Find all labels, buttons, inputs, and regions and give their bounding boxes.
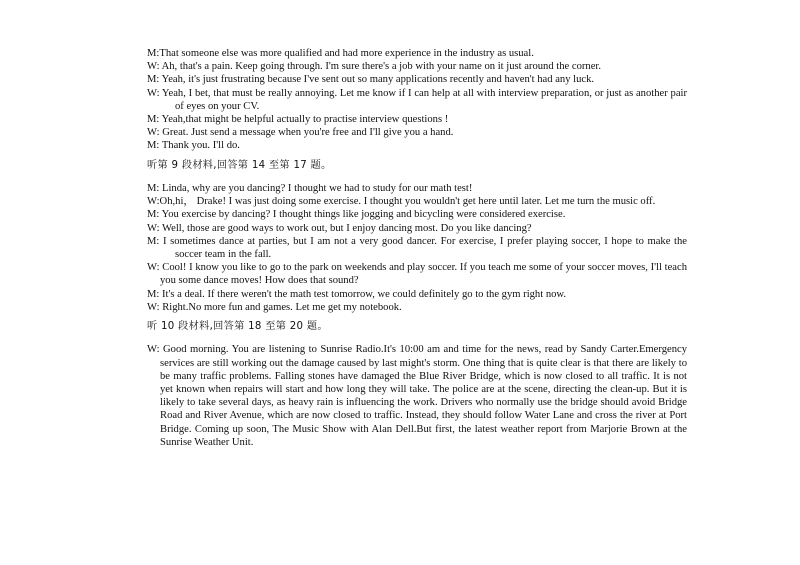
dialogue-line: M:That someone else was more qualified and had more experience in the industry as usual. <box>147 48 534 59</box>
dialogue-line: W:Oh,hi， Drake! I was just doing some exercise. I thought you wouldn't get here until later. Let me turn the music off. <box>147 196 656 208</box>
dialogue-line: M: You exercise by dancing? I thought things like jogging and bicycling were considered exercise. <box>147 209 566 221</box>
section-9-heading: 听第 9 段材料,回答第 14 至第 17 题。 <box>147 159 332 171</box>
dialogue-line: M: Thank you. I'll do. <box>147 140 240 152</box>
section-10-heading: 听 10 段材料,回答第 18 至第 20 题。 <box>147 321 328 333</box>
dialogue-line: M: It's a deal. If there weren't the math test tomorrow, we could definitely go to the gym right now. <box>147 288 567 300</box>
dialogue-line: W: Ah, that's a pain. Keep going through. I'm sure there's a job with your name on it just around the corner. <box>147 61 601 73</box>
dialogue-line: M: I sometimes dance at parties, but I am not a very good dancer. For exercise, I prefer playing soccer, I hope to make the soccer team in the fall. <box>147 235 687 261</box>
dialogue-line: W: Cool! I know you like to go to the park on weekends and play soccer. If you teach me some of your soccer moves, I'll teach you some dance moves! How does that sound? <box>147 262 687 287</box>
dialogue-line: W: Well, those are good ways to work out, but I enjoy dancing most. Do you like dancing? <box>147 222 532 234</box>
transcript-page <box>147 47 687 449</box>
monologue-paragraph: W: Good morning. You are listening to Sunrise Radio.It's 10:00 am and time for the news, read by Sandy Carter.Emergency services are still working out the damage caused by last might's storm. One thing that is quite clear is that there are likely to be many traffic problems. Falling stones have damaged the Blue River Bridge, which is now closed to all traffic. It is not yet known when repairs will start and how long they will take. The police are at the scene, directing the clean-up. But it is likely to take several days, as heavy rain is influencing the work. Drivers who normally use the bridge should avoid Bridge Road and River Avenue, which are now closed to traffic. Instead, they should follow Water Lane and cross the river at Port Bridge. Coming up soon, The Music Show with Alan Dell.But first, the latest weather report from Marjorie Brown at the Sunrise Weather Unit. <box>147 344 687 448</box>
dialogue-line: W: Great. Just send a message when you're free and I'll give you a hand. <box>147 127 454 139</box>
dialogue-line: M: Yeah,that might be helpful actually to practise interview questions ! <box>147 114 449 126</box>
dialogue-line: M: Linda, why are you dancing? I thought we had to study for our math test! <box>147 183 473 195</box>
dialogue-line: W: Yeah, I bet, that must be really annoying. Let me know if I can help at all with interview preparation, or just as another pair of eyes on your CV. <box>147 87 687 112</box>
dialogue-line: M: Yeah, it's just frustrating because I've sent out so many applications recently and haven't had any luck. <box>147 74 595 86</box>
dialogue-line: W: Right.No more fun and games. Let me get my notebook. <box>147 301 402 313</box>
